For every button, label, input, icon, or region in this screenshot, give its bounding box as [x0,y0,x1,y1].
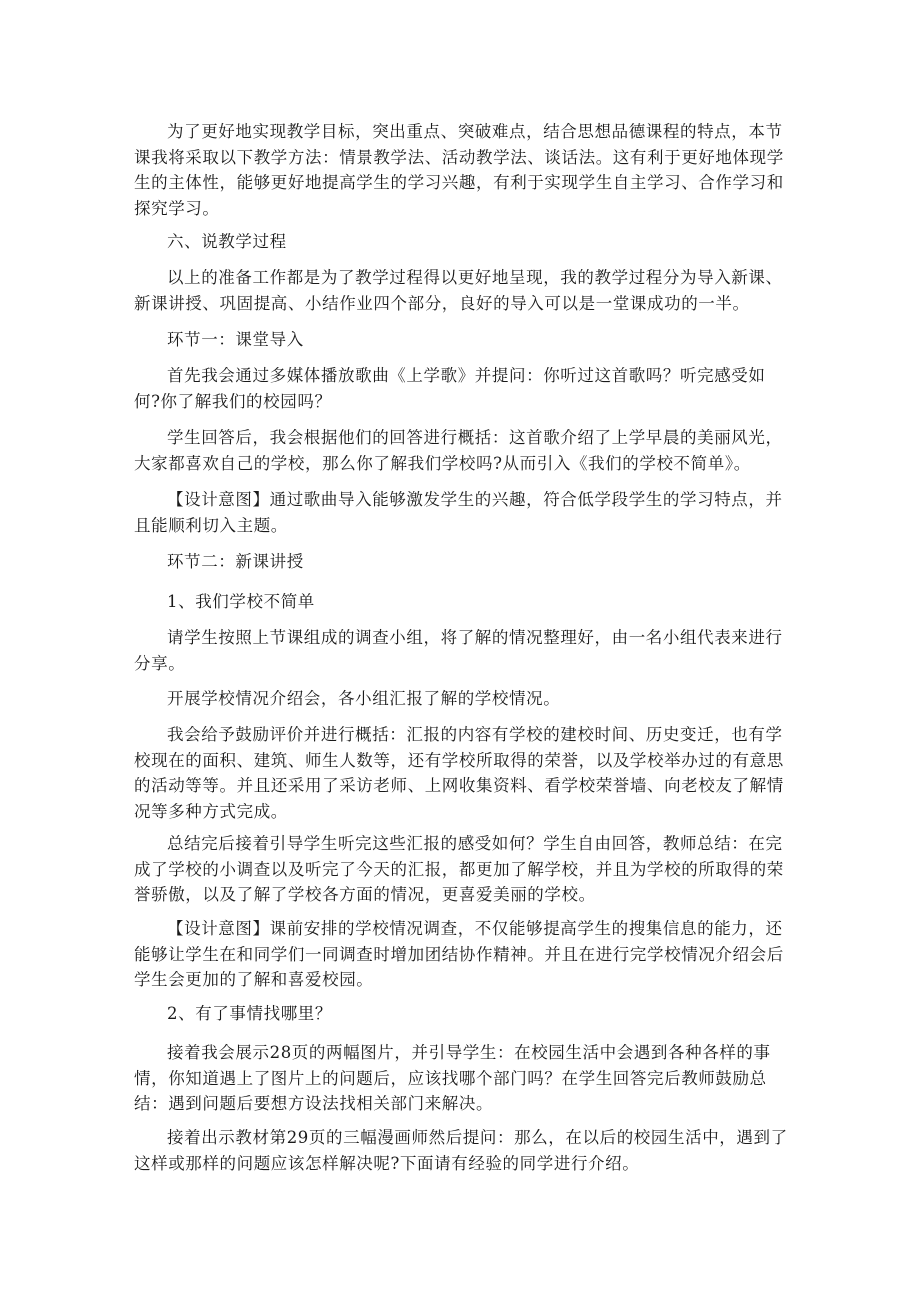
heading-text: 环节一：课堂导入 [167,330,304,349]
paragraph-text: 我会给予鼓励评价并进行概括：汇报的内容有学校的建校时间、历史变迁，也有学校现在的面积、建筑、师生人数等，还有学校所取得的荣誉，以及学校举办过的有意思的活动等等。并且还采用了采访老师、上网收集资料、看学校荣誉墙、向老校友了解情况等多种方式完成。 [134,725,784,821]
paragraph-teacher-summary [134,831,789,908]
heading-text: 六、说教学过程 [167,232,287,251]
heading-text: 环节二：新课讲授 [167,552,304,571]
paragraph-teaching-methods [134,119,789,221]
paragraph-text: 开展学校情况介绍会，各小组汇报了解的学校情况。 [167,689,561,708]
subheading-step-two [134,549,789,575]
paragraph-text: 为了更好地实现教学目标，突出重点、突破难点，结合思想品德课程的特点，本节课我将采取以下教学方法：情景教学法、活动教学法、谈话法。这有利于更好地体现学生的主体性，能够更好地提高学生的学习兴趣，有利于实现学生自主学习、合作学习和探究学习。 [134,122,784,218]
paragraph-student-answer [134,425,789,476]
paragraph-page-28-pictures [134,1040,789,1117]
subheading-school-not-simple [134,589,789,615]
paragraph-encouragement-summary [134,722,789,824]
paragraph-text: 首先我会通过多媒体播放歌曲《上学歌》并提问：你听过这首歌吗？听完感受如何?你了解我们的校园吗？ [134,366,766,411]
subheading-step-one [134,327,789,353]
paragraph-text: 学生回答后，我会根据他们的回答进行概括：这首歌介绍了上学早晨的美丽风光，大家都喜欢自己的学校，那么你了解我们学校吗?从而引入《我们的学校不简单》。 [134,428,783,473]
paragraph-text: 接着我会展示28页的两幅图片，并引导学生：在校园生活中会遇到各种各样的事情，你知道遇上了图片上的问题后，应该找哪个部门吗？在学生回答完后教师鼓励总结：遇到问题后要想方设法找相关部门来解决。 [134,1043,771,1113]
paragraph-text: 【设计意图】通过歌曲导入能够激发学生的兴趣，符合低学段学生的学习特点，并且能顺利切入主题。 [134,490,783,535]
paragraph-design-intent-2 [134,916,789,993]
paragraph-design-intent-1 [134,487,789,538]
section-heading-teaching-process [134,229,789,255]
paragraph-text: 请学生按照上节课组成的调查小组，将了解的情况整理好，由一名小组代表来进行分享。 [134,628,783,673]
paragraph-text: 总结完后接着引导学生听完这些汇报的感受如何？学生自由回答，教师总结：在完成了学校的小调查以及听完了今天的汇报，都更加了解学校，并且为学校的所取得的荣誉骄傲，以及了解了学校各方面的情况，更喜爱美丽的学校。 [134,834,784,904]
paragraph-text: 以上的准备工作都是为了教学过程得以更好地呈现，我的教学过程分为导入新课、新课讲授、巩固提高、小结作业四个部分，良好的导入可以是一堂课成功的一半。 [134,268,783,313]
paragraph-process-overview [134,265,789,316]
paragraph-song-intro [134,363,789,414]
heading-text: 2、有了事情找哪里？ [167,1004,332,1023]
heading-text: 1、我们学校不简单 [167,592,315,611]
paragraph-survey-groups [134,625,789,676]
paragraph-introduction-meeting [134,686,789,712]
paragraph-text: 【设计意图】课前安排的学校情况调查，不仅能够提高学生的搜集信息的能力，还能够让学生在和同学们一同调查时增加团结协作精神。并且在进行完学校情况介绍会后学生会更加的了解和喜爱校园。 [134,919,784,989]
paragraph-page-29-comics [134,1125,789,1176]
subheading-where-to-go [134,1001,789,1027]
paragraph-text: 接着出示教材第29页的三幅漫画师然后提问：那么，在以后的校园生活中，遇到了这样或那样的问题应该怎样解决呢?下面请有经验的同学进行介绍。 [134,1128,788,1173]
